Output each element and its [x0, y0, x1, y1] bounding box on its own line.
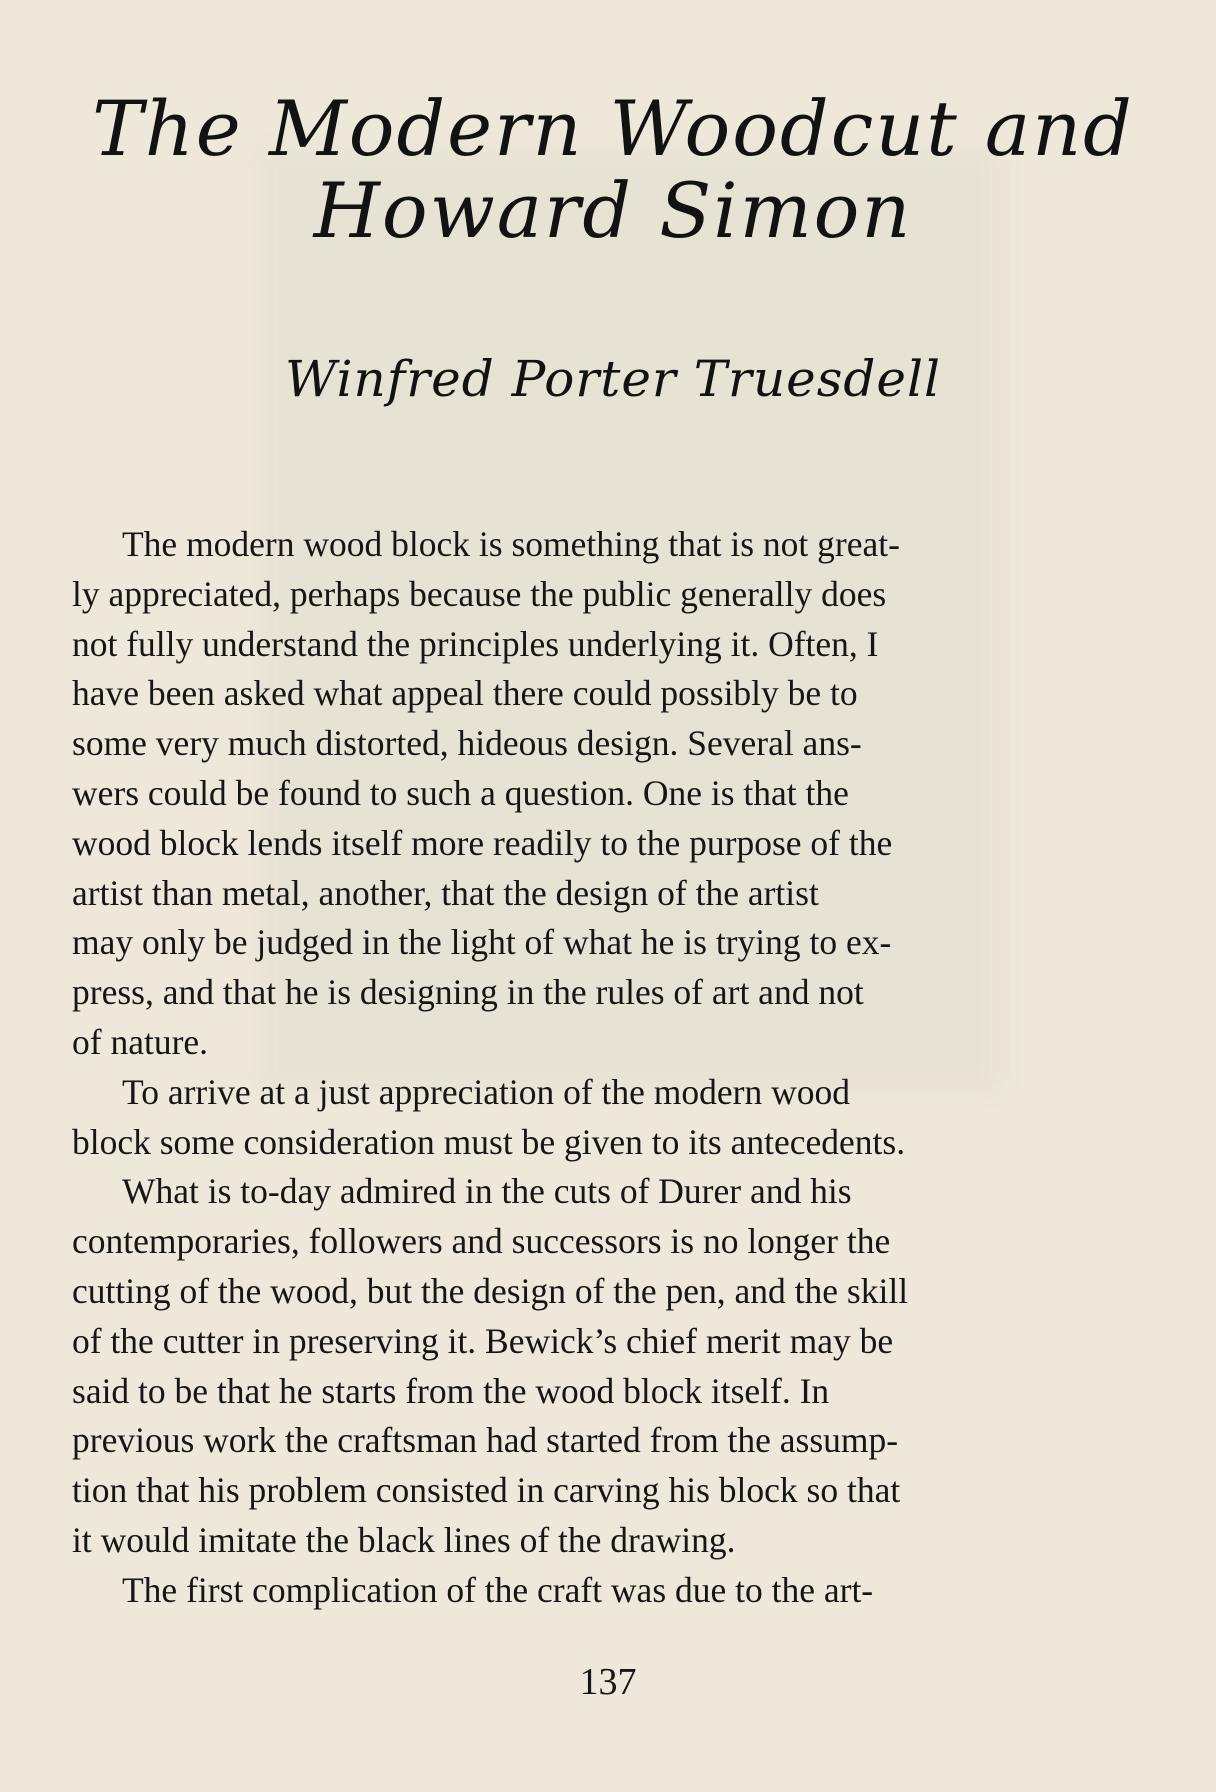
body-line: block some consideration must be given to its antecedents. — [72, 1121, 906, 1162]
body-line: wers could be found to such a question. One is that the — [72, 772, 849, 813]
body-line: press, and that he is designing in the rules of art and not — [72, 972, 864, 1013]
article-title-line-1: The Modern Woodcut and — [92, 84, 1134, 173]
body-line: The modern wood block is something that is not great- — [122, 524, 900, 564]
body-line: ly appreciated, perhaps because the public generally does — [72, 573, 887, 614]
body-line: cutting of the wood, but the design of the pen, and the skill — [72, 1270, 909, 1311]
body-line: To arrive at a just appreciation of the modern wood — [122, 1071, 850, 1112]
article-title — [68, 84, 1158, 256]
body-line: have been asked what appeal there could possibly be to — [72, 673, 858, 714]
body-line: contemporaries, followers and successors is no longer the — [72, 1221, 891, 1262]
author-name: Winfred Porter Truesdell — [285, 350, 941, 408]
body-line: not fully understand the principles underlying it. Often, I — [72, 623, 879, 664]
body-line: may only be judged in the light of what he is trying to ex- — [72, 922, 892, 963]
body-line: said to be that he starts from the wood block itself. In — [72, 1370, 830, 1411]
body-line: previous work the craftsman had started from the assump- — [72, 1420, 899, 1461]
article-title-line-2: Howard Simon — [313, 166, 913, 256]
body-line: What is to-day admired in the cuts of Durer and his — [122, 1171, 852, 1212]
body-line: of nature. — [72, 1021, 209, 1062]
body-line: wood block lends itself more readily to the purpose of the — [72, 822, 893, 863]
body-line: artist than metal, another, that the design of the artist — [72, 872, 819, 913]
article-body — [72, 520, 1140, 1616]
body-line: it would imitate the black lines of the drawing. — [72, 1519, 736, 1560]
body-line: some very much distorted, hideous design. Several ans- — [72, 723, 862, 764]
body-line: tion that his problem consisted in carving his block so that — [72, 1470, 901, 1511]
page-number: 137 — [579, 1661, 637, 1703]
body-line: of the cutter in preserving it. Bewick’s chief merit may be — [72, 1320, 894, 1361]
body-line: The first complication of the craft was due to the art- — [122, 1569, 874, 1610]
